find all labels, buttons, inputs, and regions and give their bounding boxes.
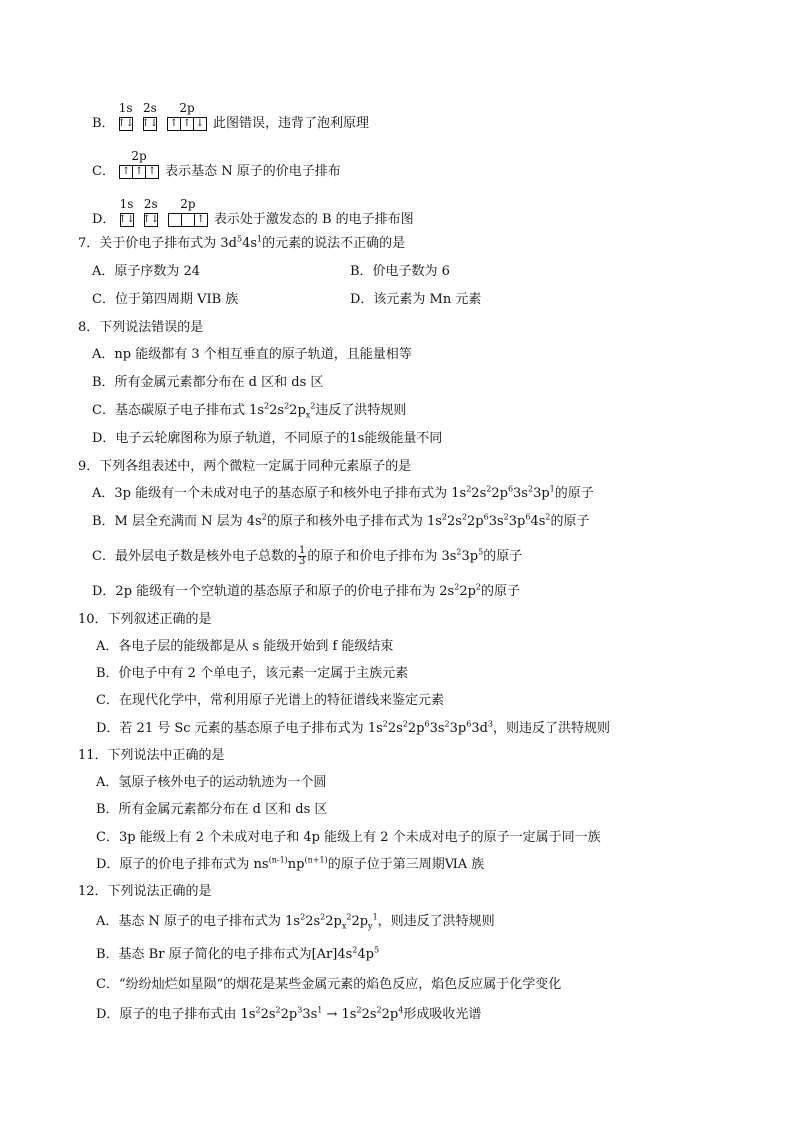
orbital-box <box>181 213 195 227</box>
q7-stem: 7．关于价电子排布式为 $3d^54s^1$的元素的说法不正确的是 <box>78 234 406 251</box>
q7-option-c: C．位于第四周期 VIB 族 <box>92 292 239 307</box>
q12-option-b: B．基态 Br 原子简化的电子排布式为$[Ar]4s^24p^5$ <box>96 945 380 962</box>
q6-option-d: D． 1s ↑↓ 2s ↑↓ 2p ↑ 表示处于激发态的 B 的电子排布图 <box>92 196 414 230</box>
q8-stem: 8．下列说法错误的是 <box>78 320 204 335</box>
q8-option-c: C．基态碳原子电子排布式 $1s^22s^22p_x^2$违反了洪特规则 <box>92 401 407 420</box>
q12-option-d: D．原子的电子排布式由 $1s^22s^22p^33s^1 \to 1s^22s^22p^4$形成吸收光谱 <box>96 1005 482 1022</box>
q8-option-b: B．所有金属元素都分布在 d 区和 ds 区 <box>92 375 324 390</box>
q10-option-c: C．在现代化学中，常利用原子光谱上的特征谱线来鉴定元素 <box>96 693 444 708</box>
q10-option-d: D．若 21 号 Sc 元素的基态原子电子排布式为 $1s^22s^22p^63s^23p^63d^3$，则违反了洪特规则 <box>96 719 611 736</box>
q11-option-d: D．原子的价电子排布式为 $ns^{(n-1)}np^{(n+1)}$的原子位于第三周期ⅥA 族 <box>96 855 485 872</box>
q7-option-b: B．价电子数为 6 <box>350 264 450 279</box>
q6-option-b: B． 1s ↑↓ 2s ↑↓ 2p ↑ ↑ ↓ 此图错误，违背了泡利原理 <box>92 100 369 134</box>
q10-option-b: B．价电子中有 2 个单电子，该元素一定属于主族元素 <box>96 666 409 681</box>
q9-option-b: B．M 层全充满而 N 层为 $4s^2$的原子和核外电子排布式为 $1s^22s^22p^63s^23p^64s^2$的原子 <box>92 512 590 529</box>
q8-option-a: A．np 能级都有 3 个相互垂直的原子轨道，且能量相等 <box>92 347 412 362</box>
q9-option-a: A．3p 能级有一个未成对电子的基态原子和核外电子排布式为 $1s^22s^22p^63s^23p^1$的原子 <box>92 484 594 501</box>
q8-option-d: D．电子云轮廓图称为原子轨道，不同原子的1s能级能量不同 <box>92 431 443 446</box>
q12-stem: 12．下列说法正确的是 <box>78 884 212 899</box>
orbital-box: ↑↓ <box>118 213 135 225</box>
orbital-box: ↑ <box>167 117 181 131</box>
q11-option-a: A．氢原子核外电子的运动轨迹为一个圆 <box>96 775 327 790</box>
orbital-box <box>168 213 182 227</box>
q10-stem: 10．下列叙述正确的是 <box>78 612 212 627</box>
q9-option-c: C．最外层电子数是核外电子总数的 $\frac{1}{3}$ 的原子和价电子排布为 $3s^23p^5$的原子 <box>92 545 523 567</box>
orbital-box: ↑ <box>180 117 194 131</box>
q7-option-d: D．该元素为 Mn 元素 <box>350 292 482 307</box>
orbital-box: ↑ <box>194 213 208 227</box>
orbital-diagram-b: 1s ↑↓ 2s ↑↓ 2p ↑ ↑ ↓ <box>119 100 213 134</box>
orbital-box: ↑↓ <box>142 213 160 225</box>
q12-option-c: C．“纷纷灿烂如星陨”的烟花是某些金属元素的焰色反应，焰色反应属于化学变化 <box>96 977 562 992</box>
orbital-box: ↑↓ <box>141 117 159 129</box>
q7-option-a: A．原子序数为 24 <box>92 264 201 279</box>
q9-stem: 9．下列各组表述中，两个微粒一定属于同种元素原子的是 <box>78 459 412 474</box>
q11-option-c: C．3p 能级上有 2 个未成对电子和 4p 能级上有 2 个未成对电子的原子一定属于同一族 <box>96 830 601 845</box>
q11-option-b: B．所有金属元素都分布在 d 区和 ds 区 <box>96 802 328 817</box>
orbital-diagram-d: 1s ↑↓ 2s ↑↓ 2p ↑ <box>120 196 214 230</box>
q6-option-c: C． 2p ↑ ↑ ↑ 表示基态 N 原子的价电子排布 <box>92 148 341 182</box>
orbital-diagram-c: 2p ↑ ↑ ↑ <box>119 148 165 182</box>
orbital-box: ↑ <box>145 165 159 179</box>
orbital-box: ↑↓ <box>117 117 135 129</box>
fraction: $\frac{1}{3}$ <box>298 545 306 567</box>
orbital-box: ↑ <box>132 165 146 179</box>
q9-option-d: D．2p 能级有一个空轨道的基态原子和原子的价电子排布为 $2s^22p^2$的原子 <box>92 582 521 599</box>
orbital-box: ↑ <box>119 165 133 179</box>
orbital-box: ↓ <box>193 117 207 131</box>
q12-option-a: A．基态 N 原子的电子排布式为 $1s^22s^22p_x^22p_y^1$，则违反了洪特规则 <box>96 912 495 931</box>
q11-stem: 11．下列说法中正确的是 <box>78 748 225 763</box>
q10-option-a: A．各电子层的能级都是从 s 能级开始到 f 能级结束 <box>96 639 394 654</box>
